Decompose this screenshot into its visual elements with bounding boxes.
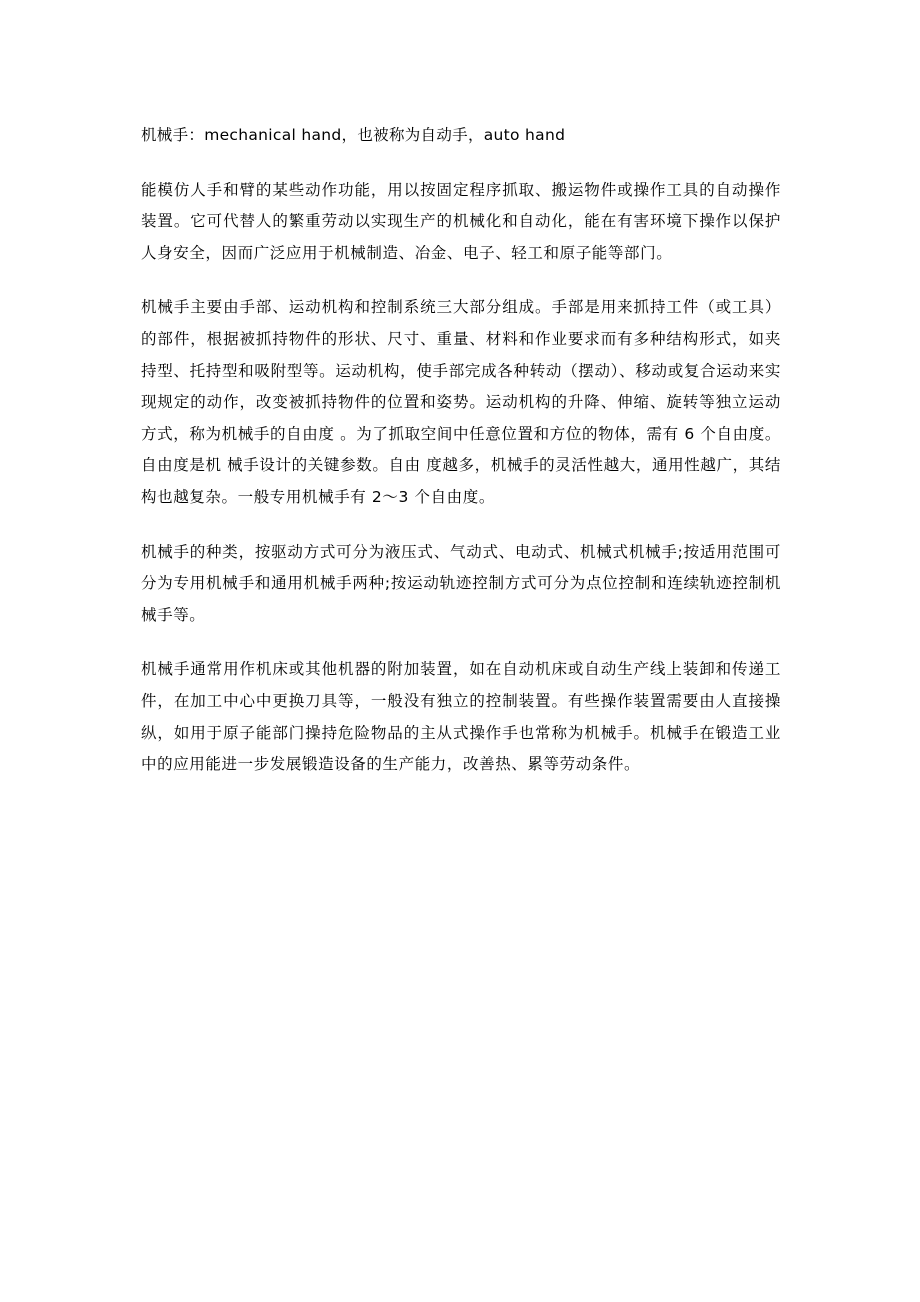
document-body: [141, 120, 781, 781]
paragraph-types: 机械手的种类，按驱动方式可分为液压式、气动式、电动式、机械式机械手;按适用范围可分为专用机械手和通用机械手两种;按运动轨迹控制方式可分为点位控制和连续轨迹控制机械手等。: [141, 542, 781, 624]
paragraph-definition: 能模仿人手和臂的某些动作功能，用以按固定程序抓取、搬运物件或操作工具的自动操作装置。它可代替人的繁重劳动以实现生产的机械化和自动化，能在有害环境下操作以保护人身安全，因而广泛应用于机械制造、冶金、电子、轻工和原子能等部门。: [141, 180, 781, 262]
intro-line: 机械手：mechanical hand，也被称为自动手，auto hand: [141, 126, 566, 144]
paragraph-applications: 机械手通常用作机床或其他机器的附加装置，如在自动机床或自动生产线上装卸和传递工件，在加工中心中更换刀具等，一般没有独立的控制装置。有些操作装置需要由人直接操纵，如用于原子能部门操持危险物品的主从式操作手也常称为机械手。机械手在锻造工业中的应用能进一步发展锻造设备的生产能力，改善热、累等劳动条件。: [141, 660, 781, 774]
paragraph-structure: 机械手主要由手部、运动机构和控制系统三大部分组成。手部是用来抓持工件（或工具）的部件，根据被抓持物件的形状、尺寸、重量、材料和作业要求而有多种结构形式，如夹持型、托持型和吸附型等。运动机构，使手部完成各种转动（摆动）、移动或复合运动来实现规定的动作，改变被抓持物件的位置和姿势。运动机构的升降、伸缩、旋转等独立运动方式，称为机械手的自由度 。为了抓取空间中任意位置和方位的物体，需有 6 个自由度。自由度是机 械手设计的关键参数。自由 度越多，机械手的灵活性越大，通用性越广，其结构也越复杂。一般专用机械手有 2～3 个自由度。: [141, 298, 781, 506]
